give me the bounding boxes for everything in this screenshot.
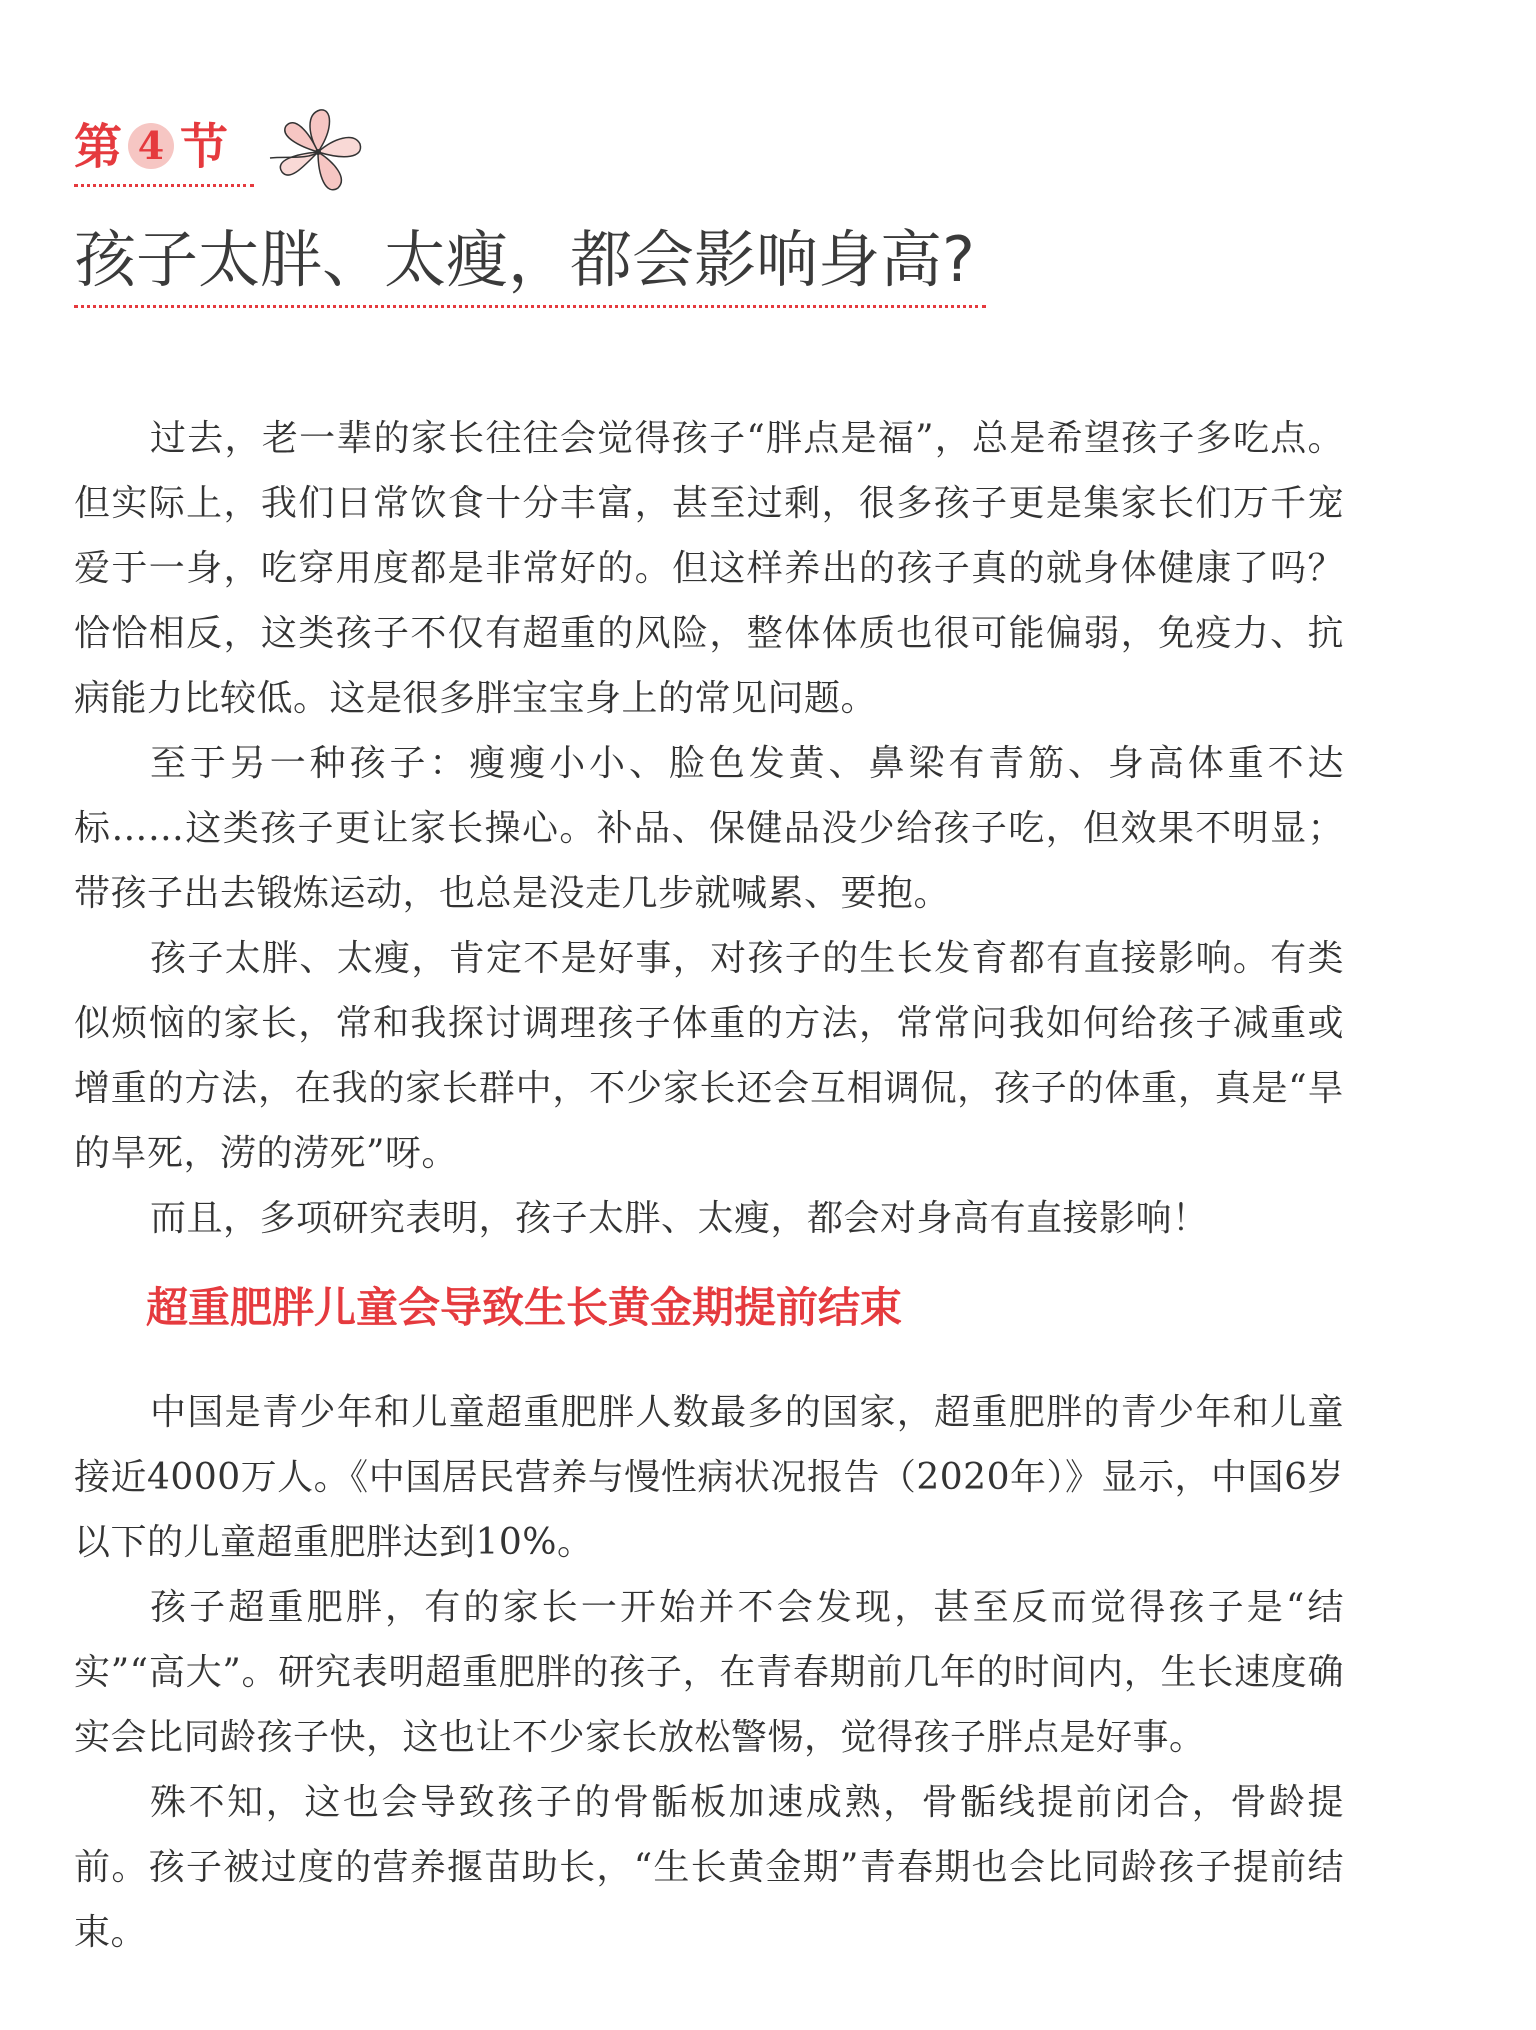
section-label-underline bbox=[74, 184, 254, 187]
paragraph: 孩子超重肥胖，有的家长一开始并不会发现，甚至反而觉得孩子是“结实”“高大”。研究表明超重肥胖的孩子，在青春期前几年的时间内，生长速度确实会比同龄孩子快，这也让不少家长放松警惕，觉得孩子胖点是好事。 bbox=[74, 1587, 1344, 1758]
paragraph: 孩子太胖、太瘦，肯定不是好事，对孩子的生长发育都有直接影响。有类似烦恼的家长，常和我探讨调理孩子体重的方法，常常问我如何给孩子减重或增重的方法，在我的家长群中，不少家长还会互相调侃，孩子的体重，真是“旱的旱死，涝的涝死”呀。 bbox=[74, 938, 1344, 1174]
paragraph: 中国是青少年和儿童超重肥胖人数最多的国家，超重肥胖的青少年和儿童接近4000万人。《中国居民营养与慢性病状况报告（2020年）》显示，中国6岁以下的儿童超重肥胖达到10%。 bbox=[74, 1392, 1344, 1563]
intro-text bbox=[74, 406, 1344, 1251]
page-title: 孩子太胖、太瘦，都会影响身高? bbox=[74, 223, 975, 296]
section-suffix: 节 bbox=[180, 119, 229, 175]
section-number-badge: 4 bbox=[128, 123, 174, 169]
paragraph: 过去，老一辈的家长往往会觉得孩子“胖点是福”，总是希望孩子多吃点。但实际上，我们日常饮食十分丰富，甚至过剩，很多孩子更是集家长们万千宠爱于一身，吃穿用度都是非常好的。但这样养出的孩子真的就身体健康了吗？恰恰相反，这类孩子不仅有超重的风险，整体体质也很可能偏弱，免疫力、抗病能力比较低。这是很多胖宝宝身上的常见问题。 bbox=[74, 418, 1344, 719]
section-prefix: 第 bbox=[74, 119, 123, 175]
flower-icon bbox=[268, 104, 368, 200]
paragraph: 而且，多项研究表明，孩子太胖、太瘦，都会对身高有直接影响！ bbox=[150, 1198, 1209, 1239]
section-subheading: 超重肥胖儿童会导致生长黄金期提前结束 bbox=[146, 1283, 903, 1332]
paragraph: 至于另一种孩子：瘦瘦小小、脸色发黄、鼻梁有青筋、身高体重不达标……这类孩子更让家长操心。补品、保健品没少给孩子吃，但效果不明显；带孩子出去锻炼运动，也总是没走几步就喊累、要抱。 bbox=[74, 743, 1344, 914]
paragraph: 殊不知，这也会导致孩子的骨骺板加速成熟，骨骺线提前闭合，骨龄提前。孩子被过度的营养揠苗助长，“生长黄金期”青春期也会比同龄孩子提前结束。 bbox=[74, 1782, 1344, 1953]
section-text bbox=[74, 1380, 1344, 1965]
title-underline bbox=[74, 305, 986, 308]
